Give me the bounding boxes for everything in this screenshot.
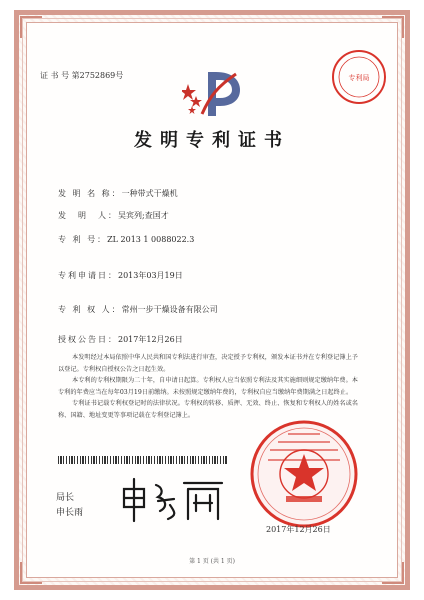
handwritten-signature-icon (118, 475, 230, 525)
office-stamp-icon (330, 48, 388, 106)
filing-date-row (58, 270, 183, 281)
barcode-icon (58, 456, 228, 464)
certificate-number-suffix: 号 (115, 71, 124, 80)
patent-office-logo-icon (182, 66, 242, 118)
inventors-row (58, 210, 169, 221)
certificate-number-value: 2752869 (79, 71, 116, 80)
signatory-title: 局长 (56, 493, 75, 503)
corner-ornament (382, 562, 404, 584)
patent-number-label: 专 利 号： (58, 235, 108, 244)
grant-date-label: 授权公告日： (58, 335, 118, 344)
patent-number-value: ZL 2013 1 0088022.3 (107, 235, 195, 244)
patent-owner-row (58, 304, 218, 315)
invention-name-value: 一种带式干燥机 (121, 189, 178, 198)
seal-date: 2017年12月26日 (266, 525, 331, 534)
body-paragraph: 本专利的专利权期限为二十年，自申请日起算。专利权人应当依照专利法及其实施细则规定缴纳年费。本专利的年费应当在每年03月19日前缴纳。未按照规定缴纳年费的，专利权自应当缴纳年费期满之日起终止。 (58, 377, 358, 396)
certificate-number (40, 70, 123, 81)
grant-date-value: 2017年12月26日 (118, 335, 183, 344)
signatory-name: 申长雨 (56, 508, 84, 518)
inventors-value: 吴宾列;查国才 (118, 211, 169, 220)
patent-number-row (58, 234, 194, 245)
patent-owner-label: 专 利 权 人： (58, 305, 122, 314)
corner-ornament (382, 16, 404, 38)
filing-date-label: 专利申请日： (58, 271, 118, 280)
corner-ornament (20, 562, 42, 584)
grant-date-row (58, 334, 183, 345)
corner-ornament (20, 16, 42, 38)
certificate-number-label: 证 书 号 第 (40, 71, 80, 80)
filing-date-value: 2013年03月19日 (118, 271, 183, 280)
page-number: 第 1 页 (共 1 页) (189, 558, 235, 565)
body-paragraph: 专利证书记载专利权登记时的法律状况。专利权的转移、质押、无效、终止、恢复和专利权人的姓名或名称、国籍、地址变更等事项记载在专利登记簿上。 (58, 400, 358, 419)
body-paragraph: 本发明经过本局依照中华人民共和国专利法进行审查，决定授予专利权，颁发本证书并在专利登记簿上予以登记。专利权自授权公告之日起生效。 (58, 354, 358, 373)
document-title: 发明专利证书 (134, 130, 290, 151)
inventors-label: 发 明 人： (58, 211, 118, 220)
official-seal-icon (248, 418, 360, 530)
invention-name-row (58, 188, 178, 199)
invention-name-label: 发 明 名 称： (58, 189, 122, 198)
patent-owner-value: 常州一步干燥设备有限公司 (121, 305, 218, 314)
office-stamp-text: 专利局 (348, 74, 370, 82)
certificate-body (58, 352, 358, 422)
